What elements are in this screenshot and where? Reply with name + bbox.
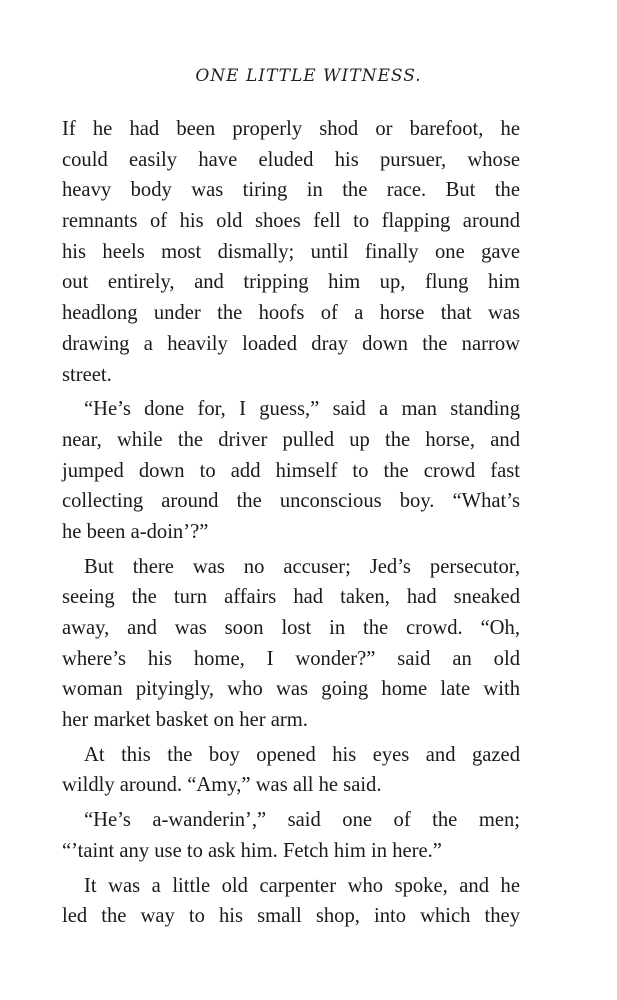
paragraph bbox=[62, 114, 520, 390]
text-line: If he had been properly shod or barefoot, he bbox=[62, 118, 520, 140]
body-text bbox=[62, 114, 520, 932]
text-line: away, and was soon lost in the crowd. “Oh, bbox=[62, 617, 520, 639]
text-line: seeing the turn affairs had taken, had sneaked bbox=[62, 586, 520, 609]
text-line: could easily have eluded his pursuer, whose bbox=[62, 148, 520, 171]
running-head: ONE LITTLE WITNESS. bbox=[195, 66, 422, 86]
text-line: “He’s a-wanderin’,” said one of the men; bbox=[84, 809, 520, 832]
text-line: jumped down to add himself to the crowd fast bbox=[62, 459, 520, 482]
paragraph bbox=[62, 805, 520, 866]
text-line: woman pityingly, who was going home late with bbox=[62, 678, 520, 701]
text-line: led the way to his small shop, into which they bbox=[62, 905, 520, 928]
paragraph bbox=[62, 871, 520, 932]
text-line: where’s his home, I wonder?” said an old bbox=[62, 647, 520, 670]
text-line: headlong under the hoofs of a horse that was bbox=[62, 302, 520, 325]
text-line: out entirely, and tripping him up, flung him bbox=[62, 271, 520, 294]
text-line: But there was no accuser; Jed’s persecutor, bbox=[84, 555, 520, 578]
text-line: wildly around. “Amy,” was all he said. bbox=[62, 774, 382, 797]
text-line: “He’s done for, I guess,” said a man standing bbox=[84, 398, 520, 421]
text-line: near, while the driver pulled up the horse, and bbox=[62, 428, 520, 451]
text-line: remnants of his old shoes fell to flapping around bbox=[62, 210, 520, 233]
paragraph bbox=[62, 552, 520, 736]
paragraph bbox=[62, 740, 520, 801]
text-line: drawing a heavily loaded dray down the narrow bbox=[62, 332, 520, 355]
text-line: It was a little old carpenter who spoke, and he bbox=[84, 874, 520, 897]
text-line: street. bbox=[62, 363, 112, 386]
text-line: collecting around the unconscious boy. “What’s bbox=[62, 490, 520, 513]
paragraph bbox=[62, 394, 520, 547]
text-line: At this the boy opened his eyes and gazed bbox=[84, 743, 520, 766]
text-line: her market basket on her arm. bbox=[62, 709, 308, 732]
text-line: his heels most dismally; until finally one gave bbox=[62, 240, 520, 263]
text-line: “’taint any use to ask him. Fetch him in here.” bbox=[62, 839, 442, 862]
text-line: heavy body was tiring in the race. But the bbox=[62, 179, 520, 202]
text-line: he been a-doin’?” bbox=[62, 520, 209, 543]
